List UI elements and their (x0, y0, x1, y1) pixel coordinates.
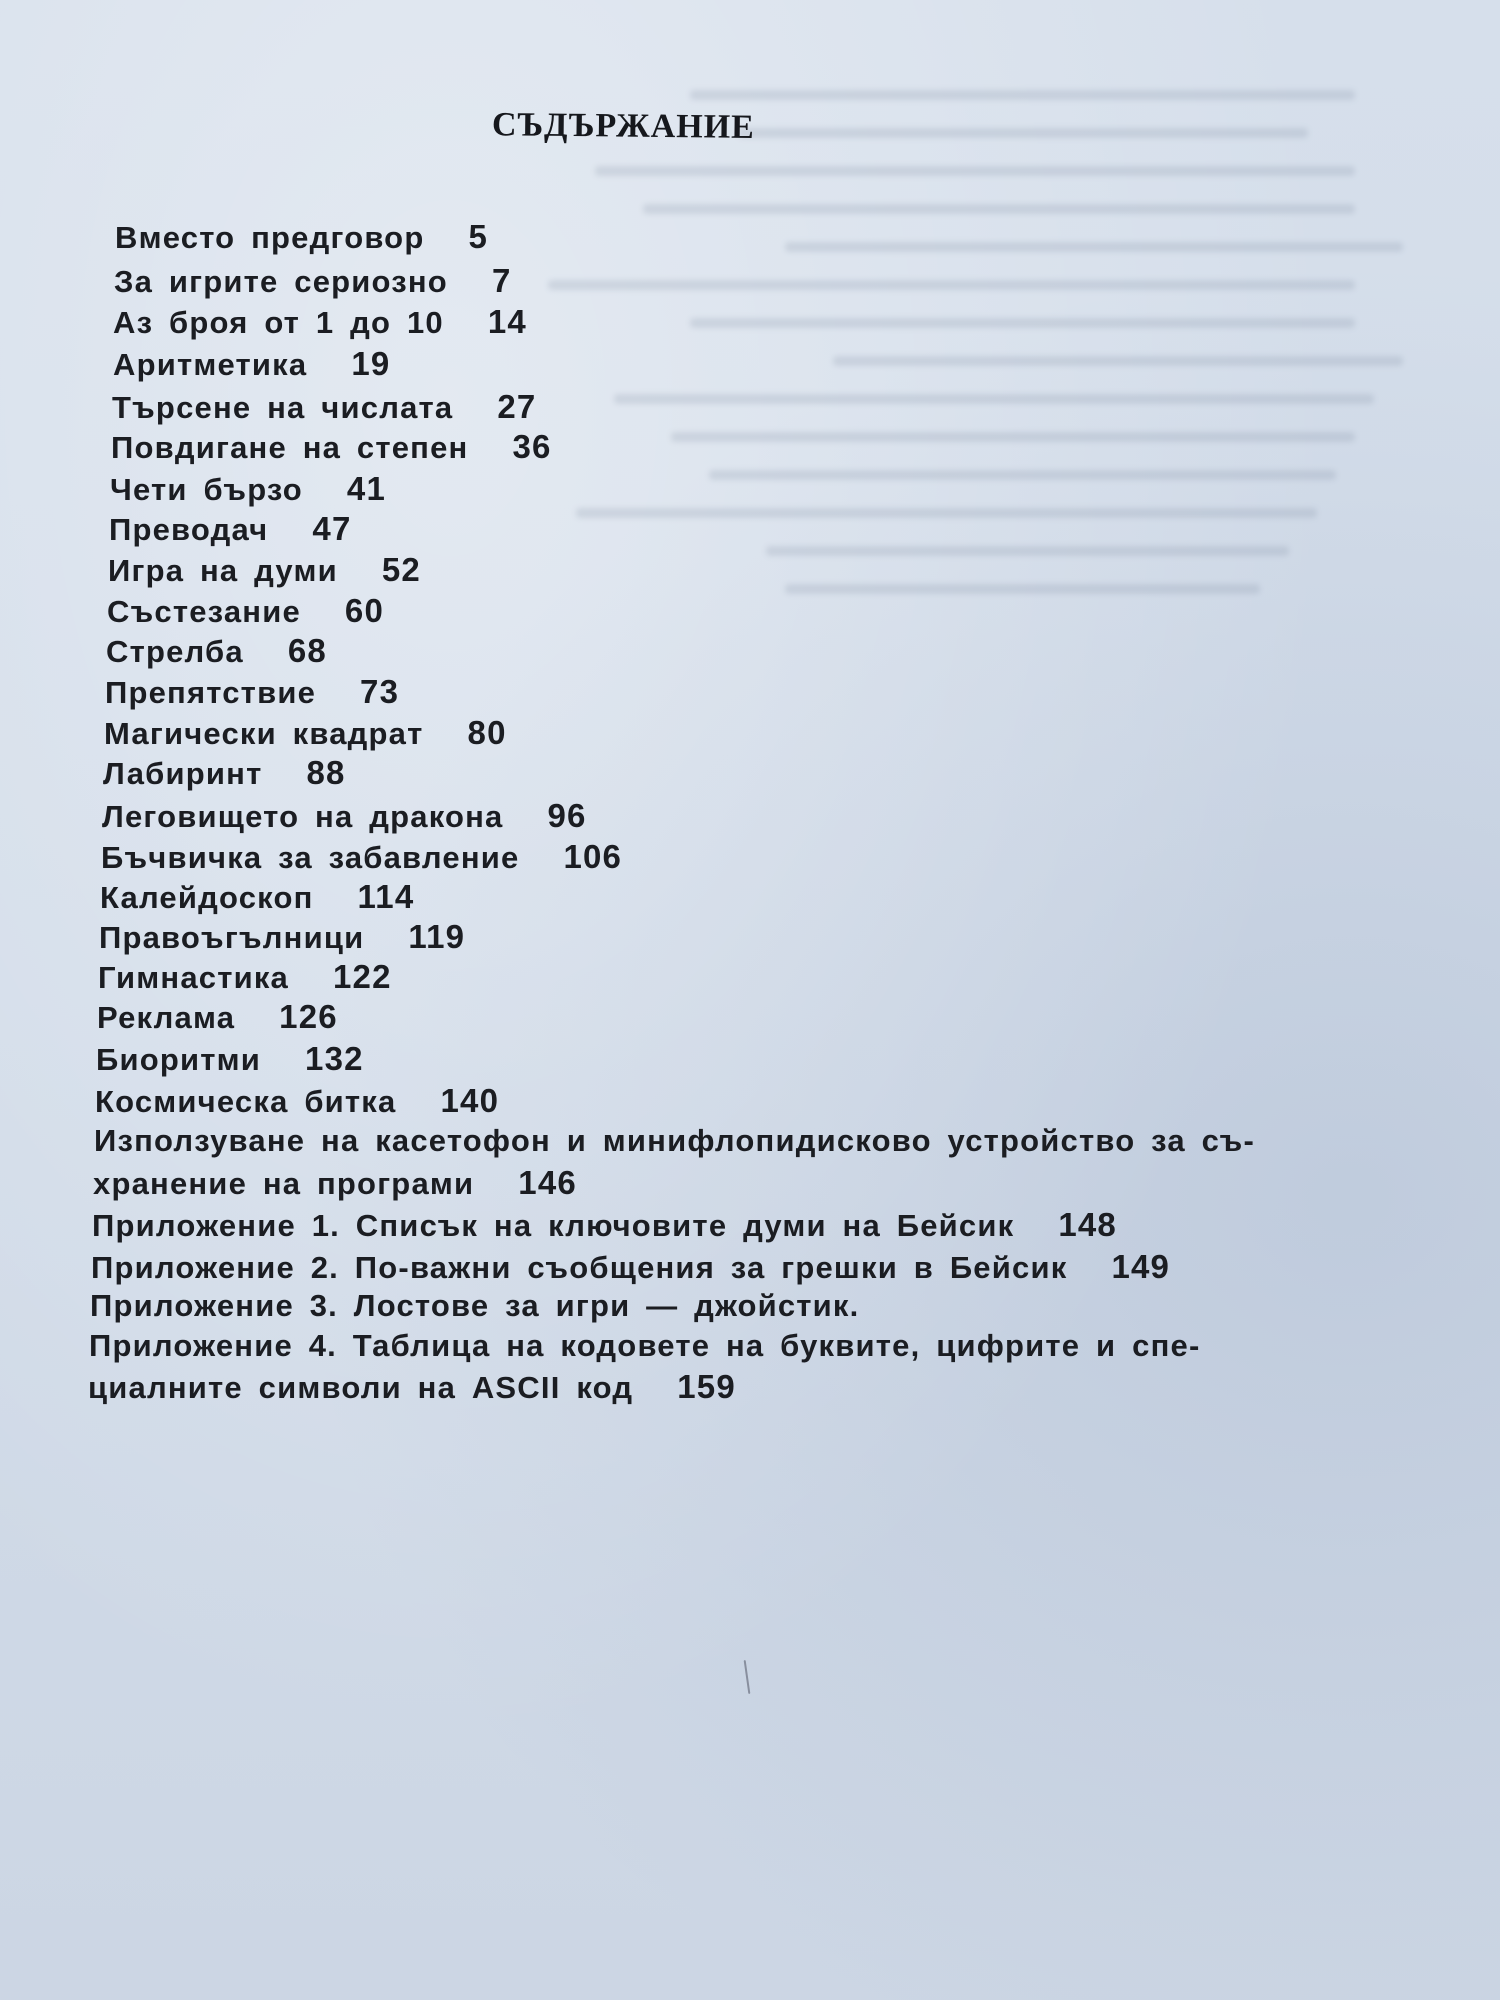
toc-entry (92, 1206, 1117, 1244)
toc-entry (106, 632, 327, 670)
toc-entry-title: Препятствие (105, 675, 317, 710)
toc-entry (102, 797, 587, 835)
toc-entry-title: Биоритми (96, 1042, 262, 1077)
toc-entry-page: 146 (518, 1164, 577, 1201)
page-title: СЪДЪРЖАНИЕ (491, 106, 756, 146)
toc-entry-title: Правоъгълници (99, 920, 365, 955)
toc-entry-page: 149 (1111, 1248, 1171, 1285)
toc-entry-title: Стрелба (106, 634, 244, 669)
toc-entry (94, 1123, 1255, 1159)
toc-entry-page: 36 (512, 428, 552, 465)
toc-entry (99, 918, 465, 956)
toc-entry (89, 1328, 1200, 1364)
toc-entry-title: За игрите сериозно (114, 264, 448, 299)
toc-entry-title: Лабиринт (103, 756, 263, 791)
toc-entry-title: Приложение 1. Списък на ключовите думи на Бейсик (92, 1208, 1015, 1243)
toc-entry-page: 41 (346, 470, 387, 507)
toc-entry (93, 1164, 577, 1202)
toc-entry-page: 132 (305, 1040, 364, 1077)
toc-entry-page: 68 (287, 632, 327, 669)
toc-entry (91, 1248, 1170, 1286)
toc-entry-title: Калейдоскоп (100, 880, 314, 915)
toc-entry (97, 998, 338, 1036)
toc-entry-title: Реклама (97, 1000, 236, 1035)
toc-entry (114, 262, 512, 300)
toc-entry-title: Приложение 4. Таблица на кодовете на буквите, цифрите и спе- (89, 1328, 1201, 1363)
toc-entry (100, 878, 414, 916)
toc-entry-title: Чети бързо (110, 472, 303, 507)
toc-entry-page: 159 (677, 1368, 736, 1405)
toc-entry-page: 96 (547, 797, 587, 834)
toc-entry (109, 510, 352, 548)
toc-entry-page: 19 (351, 345, 391, 382)
toc-entry (90, 1288, 859, 1324)
toc-entry (98, 958, 392, 996)
toc-entry (103, 754, 346, 792)
toc-entry-title: Приложение 2. По-важни съобщения за грешки в Бейсик (91, 1250, 1068, 1285)
toc-entry (101, 838, 622, 876)
toc-entry-title: Вместо предговор (115, 220, 425, 255)
toc-entry-title: Игра на думи (108, 553, 338, 588)
toc-entry-page: 27 (497, 388, 537, 425)
toc-entry (104, 714, 507, 752)
toc-entry-page: 88 (306, 754, 346, 791)
toc-entry (110, 470, 386, 508)
toc-entry-title: Използуване на касетофон и минифлопидисково устройство за съ- (94, 1123, 1255, 1158)
toc-entry-title: Преводач (109, 512, 269, 547)
toc-entry-title: Аритметика (113, 347, 308, 382)
toc-entry (112, 388, 536, 426)
toc-entry-title: Състезание (107, 594, 301, 629)
toc-entry-title: Повдигане на степен (111, 430, 469, 465)
toc-entry-page: 80 (467, 714, 507, 751)
toc-entry-page: 119 (408, 918, 466, 955)
toc-entry-title: Приложение 3. Лостове за игри — джойстик. (90, 1288, 860, 1323)
toc-entry (113, 345, 390, 383)
toc-entry-title: Бъчвичка за забавление (101, 840, 520, 875)
toc-entry (96, 1040, 364, 1078)
toc-entry-page: 106 (563, 838, 623, 875)
toc-entry-page: 14 (487, 303, 527, 340)
toc-entry-title: Магически квадрат (104, 716, 424, 751)
toc-entry-title: хранение на програми (93, 1166, 475, 1201)
toc-entry-title: Космическа битка (95, 1084, 397, 1119)
toc-entry-page: 52 (381, 551, 421, 588)
toc-entry (113, 303, 527, 341)
toc-entry (108, 551, 421, 589)
toc-entry-title: Търсене на числата (112, 390, 454, 425)
toc-entry (105, 673, 399, 711)
toc-entry-page: 140 (440, 1082, 500, 1119)
toc-entry (111, 428, 552, 466)
toc-entry (115, 218, 488, 256)
toc-entry-page: 7 (491, 262, 512, 299)
toc-entry (88, 1368, 736, 1406)
toc-entry-page: 148 (1058, 1206, 1117, 1243)
toc-entry-title: Гимнастика (98, 960, 289, 995)
toc-entry (107, 592, 384, 630)
toc-entry-page: 47 (312, 510, 352, 547)
toc-entry-page: 60 (344, 592, 385, 629)
toc-entry (95, 1082, 499, 1120)
toc-entry-title: циалните символи на ASCII код (88, 1370, 634, 1405)
toc-entry-title: Аз броя от 1 до 10 (113, 305, 444, 340)
toc-entry-page: 114 (357, 878, 415, 915)
toc-entry-title: Леговището на дракона (102, 799, 504, 834)
toc-entry-page: 73 (360, 673, 400, 710)
toc-entry-page: 126 (279, 998, 338, 1035)
toc-entry-page: 5 (468, 218, 489, 255)
toc-entry-page: 122 (333, 958, 392, 995)
